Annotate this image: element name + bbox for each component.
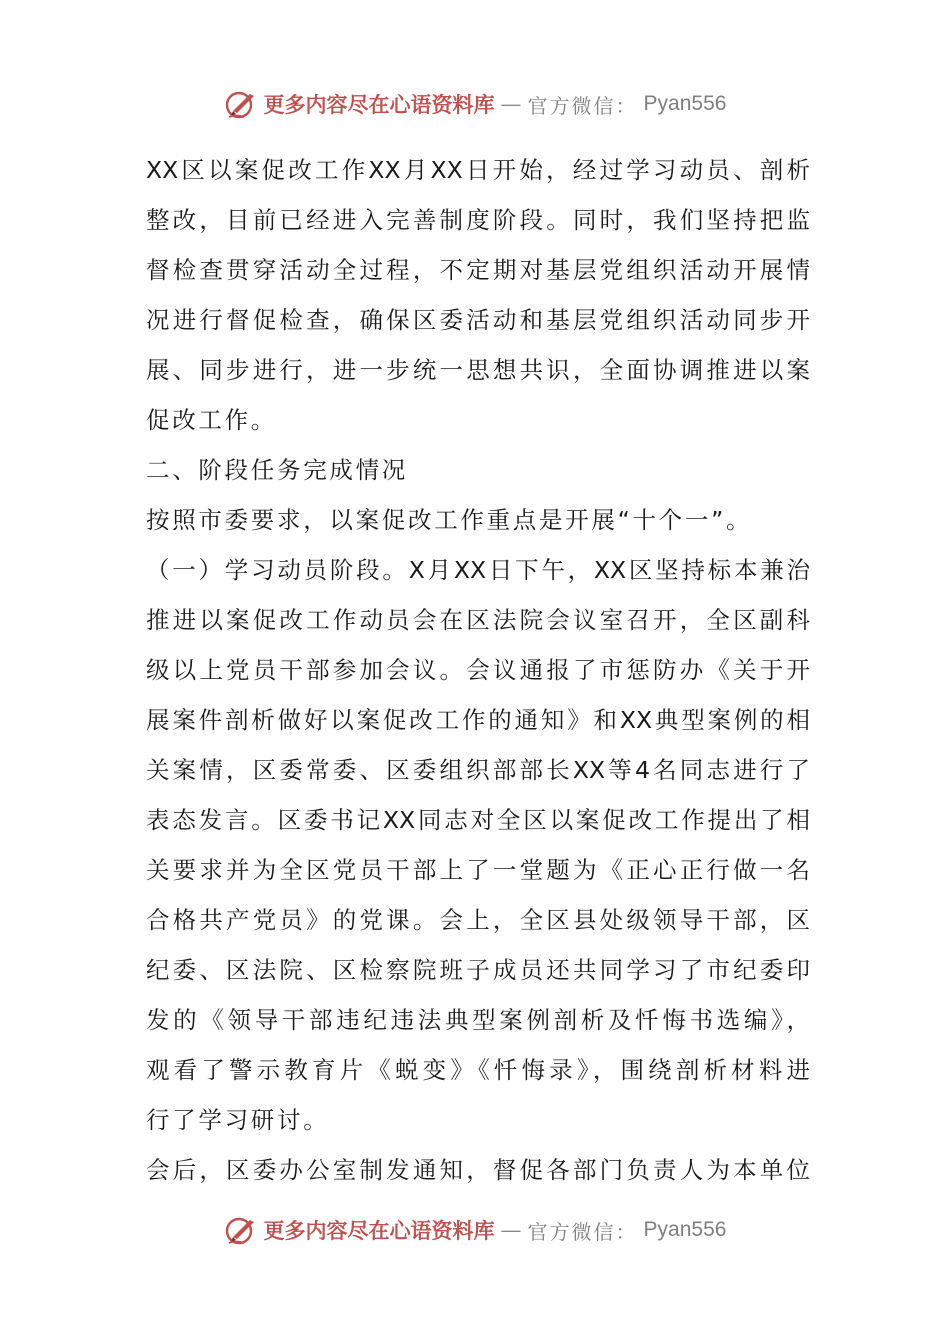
text-line: 表态发言。区委书记XX同志对全区以案促改工作提出了相 xyxy=(146,806,810,834)
text-line: 按照市委要求，以案促改工作重点是开展“十个一”。 xyxy=(146,506,753,534)
text-line: 行了学习研讨。 xyxy=(146,1106,330,1134)
pen-logo-icon xyxy=(224,1213,258,1247)
text-line: 况进行督促检查，确保区委活动和基层党组织活动同步开 xyxy=(146,306,810,334)
text-line: （一）学习动员阶段。X月XX日下午，XX区坚持标本兼治 xyxy=(146,556,810,584)
text-line: 级以上党员干部参加会议。会议通报了市惩防办《关于开 xyxy=(146,656,810,684)
watermark-separator: — xyxy=(500,1218,522,1242)
text-line: 发的《领导干部违纪违法典型案例剖析及忏悔书选编》， xyxy=(146,1006,810,1034)
watermark-separator: — xyxy=(500,92,522,116)
watermark-brand: 更多内容尽在心语资料库 xyxy=(263,92,495,117)
watermark-footer xyxy=(0,1212,950,1248)
text-line: XX区以案促改工作XX月XX日开始，经过学习动员、剖析 xyxy=(146,156,810,184)
text-line: 合格共产党员》的党课。会上，全区县处级领导干部，区 xyxy=(146,906,810,934)
watermark-official-label: 官方微信： xyxy=(527,93,638,118)
text-line: 促改工作。 xyxy=(146,406,277,434)
document-body xyxy=(146,145,810,1195)
watermark-wechat-id: Pyan556 xyxy=(643,92,727,115)
text-line: 整改，目前已经进入完善制度阶段。同时，我们坚持把监 xyxy=(146,206,810,234)
watermark-official-label: 官方微信： xyxy=(527,1219,638,1244)
text-line: 会后，区委办公室制发通知，督促各部门负责人为本单位 xyxy=(146,1156,810,1184)
watermark-header xyxy=(0,86,950,122)
watermark-wechat-id: Pyan556 xyxy=(643,1218,727,1241)
text-line: 督检查贯穿活动全过程，不定期对基层党组织活动开展情 xyxy=(146,256,810,284)
text-line: 观看了警示教育片《蜕变》《忏悔录》，围绕剖析材料进 xyxy=(146,1056,810,1084)
pen-logo-icon xyxy=(224,87,258,121)
text-line: 展案件剖析做好以案促改工作的通知》和XX典型案例的相 xyxy=(146,706,810,734)
text-line: 二、阶段任务完成情况 xyxy=(146,456,408,484)
text-line: 关要求并为全区党员干部上了一堂题为《正心正行做一名 xyxy=(146,856,810,884)
text-line: 纪委、区法院、区检察院班子成员还共同学习了市纪委印 xyxy=(146,956,810,984)
text-line: 关案情，区委常委、区委组织部部长XX等4名同志进行了 xyxy=(146,756,810,784)
text-line: 展、同步进行，进一步统一思想共识，全面协调推进以案 xyxy=(146,356,810,384)
watermark-brand: 更多内容尽在心语资料库 xyxy=(263,1218,495,1243)
text-line: 推进以案促改工作动员会在区法院会议室召开，全区副科 xyxy=(146,606,810,634)
